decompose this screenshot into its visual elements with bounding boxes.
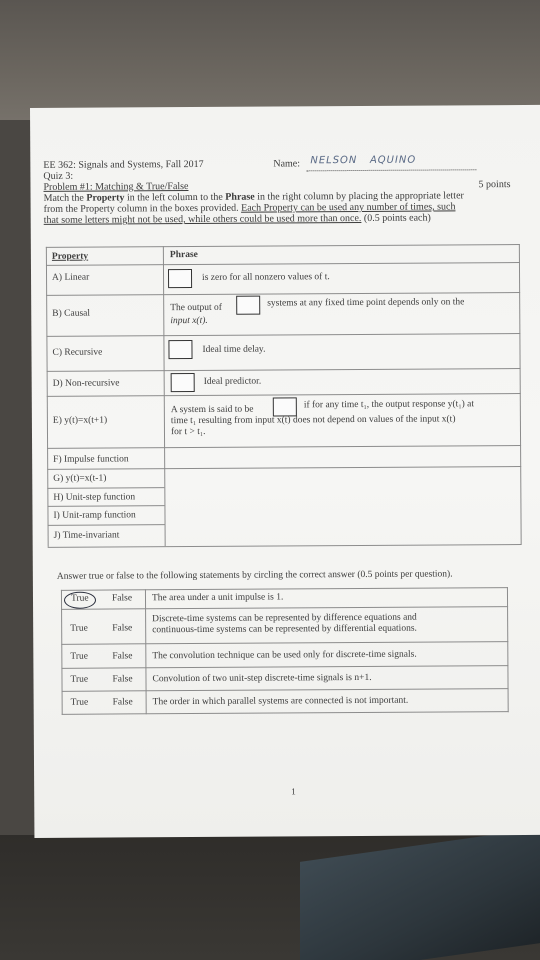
instr-text: in the right column by placing the appropriate letter (254, 190, 464, 203)
instr-text: (0.5 points each) (361, 212, 431, 224)
name-label: Name: (273, 158, 301, 170)
instr-bold-property: Property (86, 192, 125, 204)
property-d: D) Non-recursive (52, 378, 120, 389)
tf-true-3[interactable]: True (70, 651, 88, 662)
handwritten-name: NELSON AQUINO (310, 154, 417, 167)
tf-true-4[interactable]: True (70, 674, 89, 685)
name-line (306, 154, 476, 171)
tf-false-2[interactable]: False (112, 623, 133, 634)
tf-false-5[interactable]: False (112, 697, 133, 708)
tf-statement-1: The area under a unit impulse is 1. (151, 592, 284, 604)
quiz-title: Quiz 3: (43, 170, 74, 182)
background-wall (0, 0, 540, 120)
col-header-phrase: Phrase (169, 249, 198, 261)
property-a: A) Linear (52, 272, 90, 283)
property-i: I) Unit-ramp function (53, 510, 136, 521)
tf-statement-2-line-2: continuous-time systems can be represented by differential equations. (152, 623, 417, 636)
answer-box-2[interactable] (236, 296, 260, 315)
instr-text: Match the (43, 192, 87, 204)
tf-statement-3: The convolution technique can be used only for discrete-time signals. (152, 649, 417, 662)
tf-true-2[interactable]: True (70, 623, 88, 634)
quiz-page (30, 105, 540, 838)
property-g: G) y(t)=x(t-1) (53, 473, 107, 484)
phrase-5-d: for t > t₁. (170, 426, 206, 438)
tf-false-1[interactable]: False (111, 593, 133, 604)
phrase-5-a: A system is said to be (170, 404, 254, 416)
tf-statement-5: The order in which parallel systems are connected is not important. (152, 695, 409, 708)
phrase-1: is zero for all nonzero values of t. (202, 272, 330, 283)
tf-true-5[interactable]: True (70, 697, 89, 708)
course-title: EE 362: Signals and Systems, Fall 2017 (43, 158, 204, 171)
tf-statement-4: Convolution of two unit-step discrete-time signals is n+1. (152, 672, 372, 685)
phrase-2-a: The output of (170, 302, 222, 314)
property-c: C) Recursive (52, 347, 103, 358)
tf-true-1[interactable]: True (70, 593, 89, 604)
instr-underlined: Each Property can be used any number of times, such (241, 201, 456, 214)
phrase-2-b: systems at any fixed time point depends only on the (267, 297, 465, 309)
property-e: E) y(t)=x(t+1) (52, 415, 108, 426)
property-f: F) Impulse function (53, 454, 129, 465)
page-number: 1 (291, 786, 296, 797)
instr-text: in the left column to the (124, 191, 226, 204)
tf-instructions: Answer true or false to the following statements by circling the correct answer (0.5 points per question). (56, 569, 453, 582)
property-b: B) Causal (52, 308, 91, 319)
instr-underlined: that some letters might not be used, while others could be used more than once. (43, 212, 362, 226)
property-j: J) Time-invariant (53, 530, 120, 541)
phrase-2-c: input x(t). (170, 315, 208, 327)
problem-points: 5 points (478, 179, 511, 191)
answer-box-3[interactable] (168, 340, 192, 359)
answer-box-5[interactable] (273, 397, 297, 416)
tf-false-4[interactable]: False (112, 674, 133, 685)
phrase-3: Ideal time delay. (202, 344, 266, 355)
answer-box-4[interactable] (171, 373, 195, 392)
tf-statement-2-line-1: Discrete-time systems can be represented by difference equations and (152, 612, 417, 625)
instructions-line-3 (44, 213, 431, 226)
phrase-5-b: if for any time t₁, the output response y(t₁) at (303, 399, 475, 411)
col-header-property: Property (51, 251, 89, 262)
problem-title: Problem #1: Matching & True/False (43, 181, 189, 193)
tf-false-3[interactable]: False (112, 651, 133, 662)
property-h: H) Unit-step function (53, 492, 136, 503)
phrase-4: Ideal predictor. (203, 376, 262, 387)
answer-box-1[interactable] (168, 269, 192, 288)
instr-text: from the Property column in the boxes provided. (43, 202, 242, 215)
instr-bold-phrase: Phrase (225, 191, 255, 203)
phrase-5-c: time t₁ resulting from input x(t) does not depend on values of the input x(t) (170, 414, 456, 427)
